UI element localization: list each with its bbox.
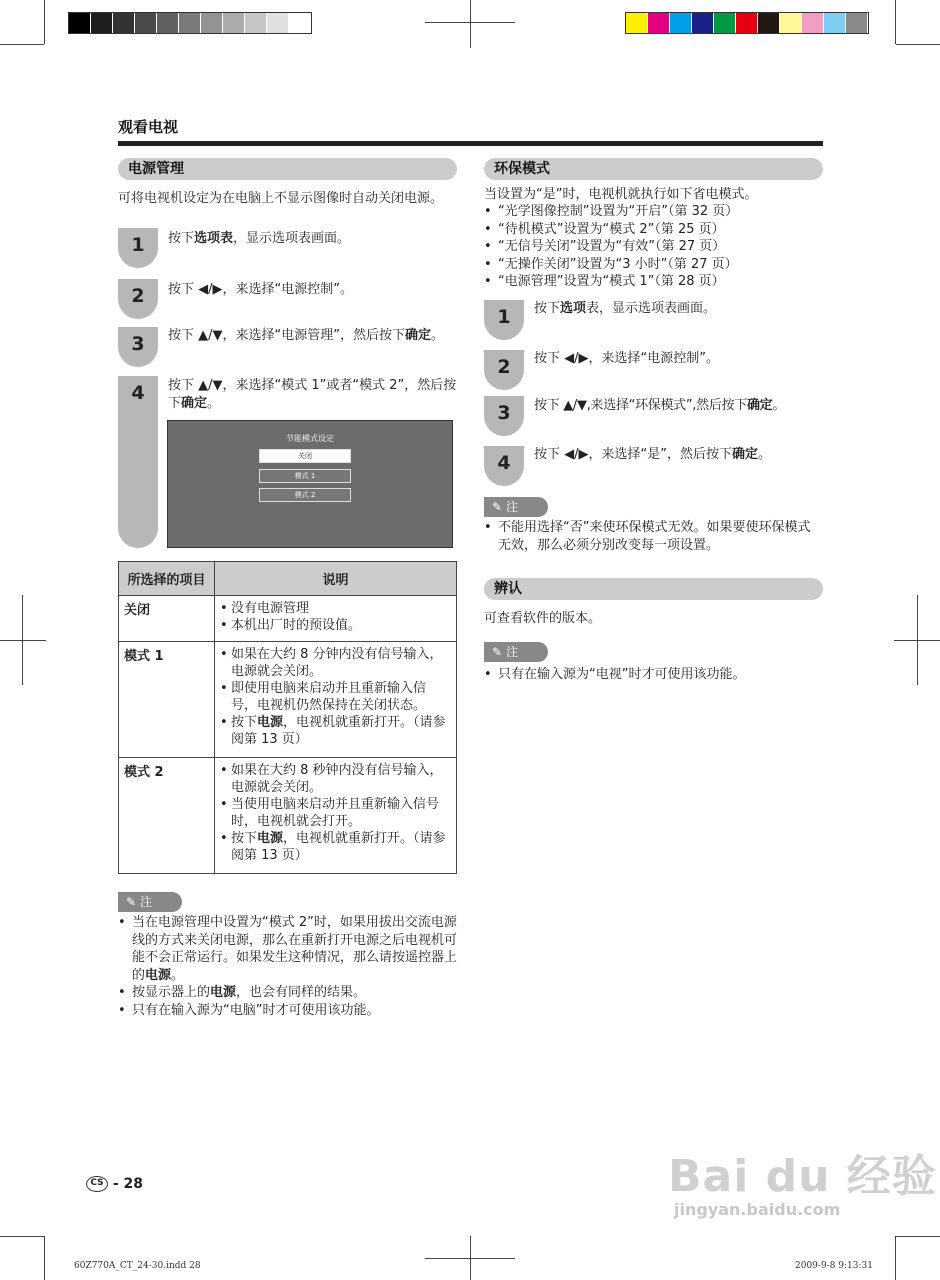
color-swatch <box>758 13 780 33</box>
table-cell-item: 关闭 <box>119 596 215 642</box>
page-number: CS - 28 <box>86 1176 143 1192</box>
osd-screen-preview <box>167 420 453 548</box>
eco-step-4-text: 按下 ◀/▶，来选择“是”，然后按下确定。 <box>534 447 772 462</box>
crop-mark <box>425 22 515 23</box>
crop-mark <box>0 640 46 641</box>
title-rule <box>118 141 823 146</box>
color-swatch <box>846 13 868 33</box>
osd-option-mode1[interactable]: 模式 1 <box>259 469 351 483</box>
eco-mode-intro: 当设置为“是”时，电视机就执行如下省电模式。 <box>484 187 758 202</box>
mode-table <box>118 561 457 874</box>
gray-swatch <box>245 13 267 33</box>
table-cell-item: 模式 2 <box>119 758 215 874</box>
color-swatch <box>692 13 714 33</box>
crop-mark <box>425 1258 515 1259</box>
list-item: • “无信号关闭”设置为“有效”（第 27 页） <box>484 238 823 256</box>
gray-swatch <box>201 13 223 33</box>
paperclip-icon: ✎ <box>492 500 503 514</box>
step-3-number: 3 <box>118 327 158 367</box>
table-header-item: 所选择的项目 <box>119 562 215 596</box>
table-cell-item: 模式 1 <box>119 642 215 758</box>
identify-heading: 辨认 <box>484 578 823 600</box>
table-desc-item: • 本机出厂时的预设值。 <box>220 617 451 634</box>
gray-swatch <box>267 13 289 33</box>
table-desc-item: • 按下电源，电视机就重新打开。（请参阅第 13 页） <box>220 714 451 748</box>
watermark-main: Bai du 经验 <box>668 1151 937 1202</box>
table-row <box>119 758 457 874</box>
page-title: 观看电视 <box>118 118 179 136</box>
identify-intro: 可查看软件的版本。 <box>484 611 602 626</box>
language-badge: CS <box>86 1176 108 1192</box>
paperclip-icon: ✎ <box>126 895 137 909</box>
gray-swatch <box>157 13 179 33</box>
crop-mark <box>894 640 940 641</box>
osd-option-mode2[interactable]: 模式 2 <box>259 488 351 502</box>
table-header-desc: 说明 <box>215 562 457 596</box>
color-swatch <box>648 13 670 33</box>
step-3-text: 按下 ▲/▼，来选择“电源管理”，然后按下确定。 <box>168 328 445 343</box>
table-desc-item: • 如果在大约 8 分钟内没有信号输入，电源就会关闭。 <box>220 646 451 680</box>
gray-color-bar <box>68 12 312 34</box>
print-slug-right: 2009-9-8 9:13:31 <box>795 1261 873 1271</box>
note-badge: ✎ 注 <box>484 642 548 662</box>
crop-mark <box>896 1236 940 1237</box>
crop-mark <box>470 0 471 48</box>
table-cell-desc <box>215 758 457 874</box>
crop-mark <box>44 1236 45 1280</box>
eco-settings-list <box>484 203 823 291</box>
gray-swatch <box>223 13 245 33</box>
eco-notes-list <box>484 519 823 554</box>
crop-mark <box>0 44 44 45</box>
color-swatch <box>670 13 692 33</box>
table-desc-item: • 没有电源管理 <box>220 600 451 617</box>
step-1-number: 1 <box>118 228 158 268</box>
gray-swatch <box>69 13 91 33</box>
step-4-number: 4 <box>131 382 145 404</box>
crop-mark <box>895 1236 896 1280</box>
watermark <box>668 1140 937 1219</box>
list-item: • 按显示器上的电源，也会有同样的结果。 <box>118 984 457 1002</box>
eco-step-4-number: 4 <box>484 446 524 486</box>
eco-step-2-number: 2 <box>484 350 524 390</box>
color-swatch <box>802 13 824 33</box>
paperclip-icon: ✎ <box>492 645 503 659</box>
gray-swatch <box>179 13 201 33</box>
gray-swatch <box>135 13 157 33</box>
process-color-bar <box>625 12 869 34</box>
list-item: • “无操作关闭”设置为“3 小时”（第 27 页） <box>484 256 823 274</box>
step-4-text: 按下 ▲/▼，来选择“模式 1”或者“模式 2”，然后按下确定。 <box>168 378 457 411</box>
list-item: • “光学图像控制”设置为“开启”（第 32 页） <box>484 203 823 221</box>
table-cell-desc <box>215 596 457 642</box>
list-item: • “电源管理”设置为“模式 1”（第 28 页） <box>484 273 823 291</box>
osd-title: 节能模式设定 <box>286 434 334 443</box>
eco-mode-heading: 环保模式 <box>484 158 823 180</box>
power-management-heading: 电源管理 <box>118 158 457 180</box>
power-management-intro: 可将电视机设定为在电脑上不显示图像时自动关闭电源。 <box>118 191 444 206</box>
color-swatch <box>780 13 802 33</box>
list-item: • 不能用选择“否”来使环保模式无效。如果要使环保模式无效，那么必须分别改变每一项设置。 <box>484 519 823 554</box>
watermark-sub: jingyan.baidu.com <box>674 1200 841 1219</box>
eco-step-3-text: 按下 ▲/▼,来选择“环保模式”,然后按下确定。 <box>534 398 786 413</box>
table-desc-item: • 当使用电脑来启动并且重新输入信号时，电视机就会打开。 <box>220 796 451 830</box>
color-swatch <box>626 13 648 33</box>
table-cell-desc <box>215 642 457 758</box>
eco-step-2-text: 按下 ◀/▶，来选择“电源控制”。 <box>534 351 719 366</box>
table-desc-item: • 按下电源，电视机就重新打开。（请参阅第 13 页） <box>220 830 451 864</box>
color-swatch <box>824 13 846 33</box>
step-2-text: 按下 ◀/▶，来选择“电源控制”。 <box>168 282 353 297</box>
list-item: • 当在电源管理中设置为“模式 2”时，如果用拔出交流电源线的方式来关闭电源，那么在重新打开电源之后电视机可能不会正常运行。如果发生这种情况，那么请按遥控器上的电源。 <box>118 914 457 984</box>
osd-option-off[interactable]: 关闭 <box>259 449 351 463</box>
identify-notes-list <box>484 666 823 684</box>
table-row <box>119 642 457 758</box>
eco-step-3-number: 3 <box>484 396 524 436</box>
note-badge: ✎ 注 <box>484 497 548 517</box>
step-2-number: 2 <box>118 279 158 319</box>
color-swatch <box>714 13 736 33</box>
crop-mark <box>44 0 45 44</box>
list-item: • “待机模式”设置为“模式 2”（第 25 页） <box>484 221 823 239</box>
gray-swatch <box>113 13 135 33</box>
table-row <box>119 596 457 642</box>
print-slug-left: 60Z770A_CT_24-30.indd 28 <box>74 1261 201 1271</box>
eco-step-1-text: 按下选项表，显示选项表画面。 <box>534 301 717 316</box>
color-swatch <box>736 13 758 33</box>
list-item: • 只有在输入源为“电脑”时才可使用该功能。 <box>118 1002 457 1020</box>
crop-mark <box>0 1236 44 1237</box>
note-badge: ✎ 注 <box>118 892 182 912</box>
step-1-text: 按下选项表，显示选项表画面。 <box>168 231 351 246</box>
gray-swatch <box>289 13 311 33</box>
list-item: • 只有在输入源为“电视”时才可使用该功能。 <box>484 666 823 684</box>
crop-mark <box>896 44 940 45</box>
crop-mark <box>895 0 896 44</box>
gray-swatch <box>91 13 113 33</box>
eco-step-1-number: 1 <box>484 300 524 340</box>
table-desc-item: • 如果在大约 8 秒钟内没有信号输入，电源就会关闭。 <box>220 762 451 796</box>
power-notes-list <box>118 914 457 1019</box>
table-desc-item: • 即使用电脑来启动并且重新输入信号，电视机仍然保持在关闭状态。 <box>220 680 451 714</box>
